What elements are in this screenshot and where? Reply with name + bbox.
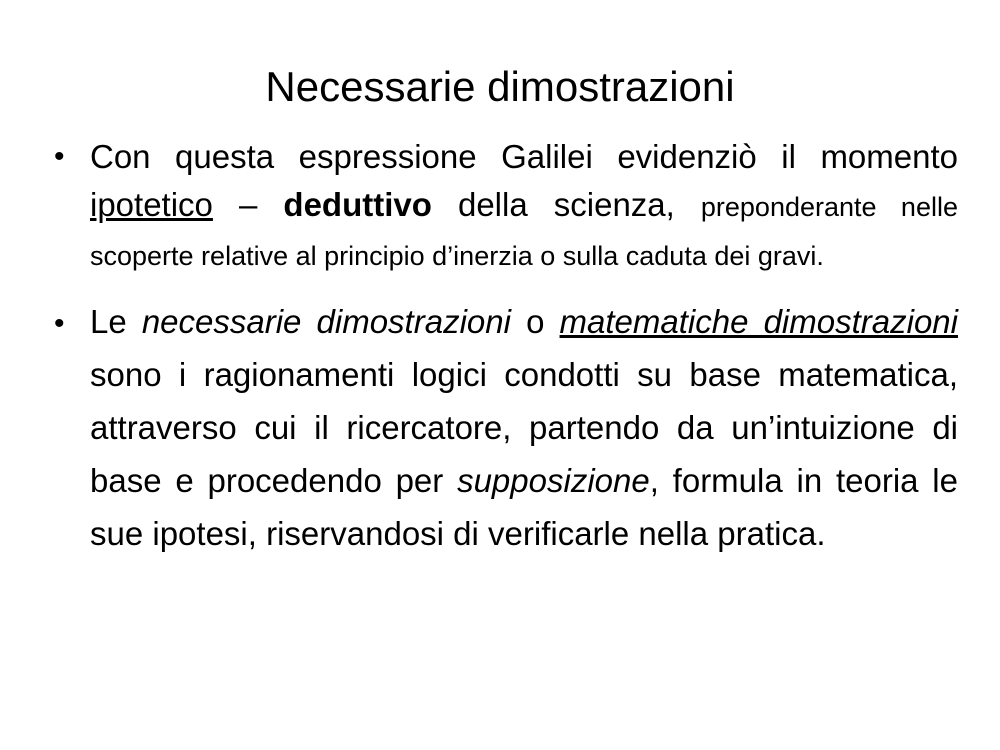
bullet-icon: • <box>54 140 65 173</box>
bullet-2-text-start: Le <box>90 303 142 340</box>
term-ipotetico: ipotetico <box>90 186 213 223</box>
bullet-2-text-o: o <box>510 303 560 340</box>
bullet-2-text-middle: sono i ragionamenti logici condotti su base matematica, attraverso cui il ricercatore, partendo da un’intuizione di base e procedendo per <box>90 356 958 499</box>
bullet-list <box>40 133 958 560</box>
term-supposizione: supposizione <box>457 462 650 499</box>
bullet-icon: • <box>54 307 65 340</box>
slide-title: Necessarie dimostrazioni <box>265 63 735 110</box>
bullet-item-galilei <box>40 133 958 279</box>
bullet-1-text-start: Con questa espressione Galilei evidenziò il momento <box>90 138 958 175</box>
bullet-2-text-end: , formula in teoria le sue ipotesi, riservandosi di verificarle nella pratica. <box>90 462 958 552</box>
bullet-1-text-middle: della scienza, <box>431 186 701 223</box>
bullet-1-text-small: preponderante nelle scoperte relative al principio d’inerzia o sulla caduta dei gravi. <box>90 192 958 271</box>
bullet-1-dash: – <box>212 186 284 223</box>
term-deduttivo: deduttivo <box>283 186 432 223</box>
term-matematiche-dimostrazioni: matematiche dimostrazioni <box>559 303 958 340</box>
bullet-item-dimostrazioni <box>40 295 958 560</box>
term-necessarie-dimostrazioni: necessarie dimostrazioni <box>141 303 511 340</box>
